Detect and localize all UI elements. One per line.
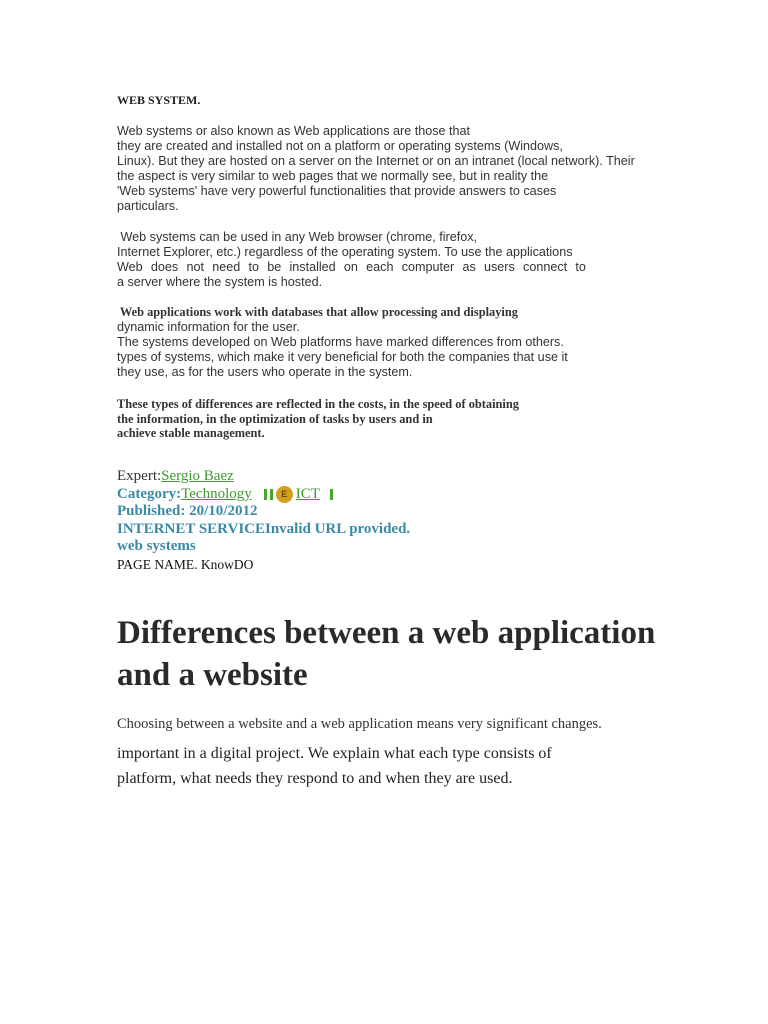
word: computer — [401, 260, 455, 274]
page-name: PAGE NAME. KnowDO — [117, 556, 254, 572]
paragraph-line: the information, in the optimization of tasks by users and in — [117, 411, 433, 426]
article-intro: Choosing between a website and a web application means very significant changes. — [117, 716, 602, 732]
paragraph-line: achieve stable management. — [117, 426, 265, 440]
word: on — [343, 260, 358, 274]
paragraph-line: These types of differences are reflected in the costs, in the speed of obtaining — [117, 397, 519, 411]
paragraph-line: Web systems or also known as Web applications are those that — [117, 124, 471, 138]
bar-icon — [330, 489, 333, 500]
paragraph-line: particulars. — [117, 199, 179, 213]
paragraph-line: types of systems, which make it very beneficial for both the companies that use it — [117, 350, 568, 364]
title-line: Differences between a web application — [117, 615, 656, 651]
body-line: important in a digital project. We explain what each type consists of — [117, 745, 552, 762]
title-line: and a website — [117, 657, 308, 693]
word: users — [484, 260, 515, 274]
word: connect — [523, 260, 568, 274]
paragraph-line: a server where the system is hosted. — [117, 275, 323, 289]
paragraph-line: Linux). But they are hosted on a server on the Internet or on an intranet (local network). Their — [117, 154, 635, 168]
e-badge-icon: E — [276, 486, 293, 503]
paragraph-line: the aspect is very similar to web pages that we normally see, but in reality the — [117, 169, 549, 183]
category-link[interactable]: Technology — [181, 485, 252, 502]
divider-bars-icon — [264, 489, 273, 500]
paragraph-line: The systems developed on Web platforms have marked differences from others. — [117, 335, 564, 349]
bar-icon — [270, 489, 273, 500]
word: installed — [289, 260, 336, 274]
expert-row — [117, 468, 410, 486]
paragraph-line: dynamic information for the user. — [117, 320, 300, 334]
article-meta — [117, 468, 410, 573]
word: Web — [117, 260, 143, 274]
word: be — [267, 260, 282, 274]
word: to — [248, 260, 259, 274]
article-title — [117, 612, 655, 696]
paragraph-line: 'Web systems' have very powerful functionalities that provide answers to cases — [117, 184, 557, 198]
paragraph-differences — [117, 397, 519, 441]
published-date: Published: 20/10/2012 — [117, 503, 258, 519]
bar-icon — [264, 489, 267, 500]
internet-service: INTERNET SERVICEInvalid URL provided. — [117, 520, 411, 537]
expert-label: Expert: — [117, 468, 162, 484]
word: not — [186, 260, 204, 274]
paragraph-bold-line: Web applications work with databases that allow processing and displaying — [117, 305, 518, 319]
word: need — [212, 260, 241, 274]
paragraph-browser-usage — [117, 230, 586, 290]
paragraph-line: Web systems can be used in any Web browser (chrome, firefox, — [117, 230, 478, 244]
justified-line — [117, 260, 586, 275]
article-body — [117, 741, 552, 791]
word: to — [575, 260, 586, 274]
topic-label: web systems — [117, 538, 196, 554]
category-row — [117, 486, 410, 504]
category-label: Category: — [117, 485, 182, 502]
paragraph-line: they use, as for the users who operate in the system. — [117, 365, 413, 379]
word: as — [462, 260, 476, 274]
paragraph-web-systems-intro — [117, 124, 635, 214]
word: does — [150, 260, 179, 274]
paragraph-line: Internet Explorer, etc.) regardless of the operating system. To use the applications — [117, 245, 573, 259]
paragraph-line: they are created and installed not on a platform or operating systems (Windows, — [117, 139, 563, 153]
paragraph-databases — [117, 305, 568, 380]
section-heading: WEB SYSTEM. — [117, 93, 201, 107]
word: each — [366, 260, 394, 274]
expert-link[interactable]: Sergio Baez — [161, 468, 234, 484]
body-line: platform, what needs they respond to and when they are used. — [117, 770, 513, 787]
category-tag-link[interactable]: ICT — [295, 485, 320, 502]
